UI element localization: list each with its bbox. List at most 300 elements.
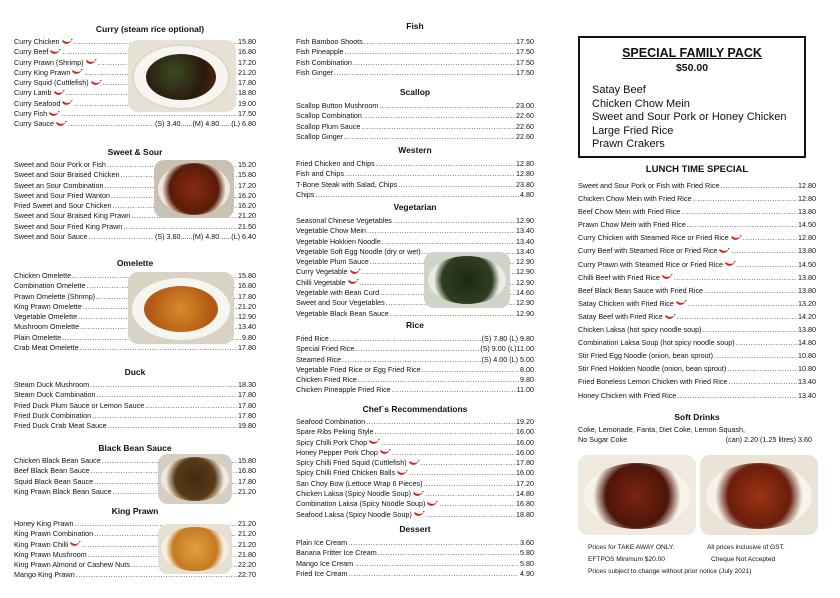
menu-item-price: 21.20 [238,301,256,311]
menu-item-name: Fish Pineapple [296,47,344,57]
leader-dots [392,385,516,395]
menu-item-name: Fried Chicken and Chips [296,159,375,168]
section-title: Soft Drinks [674,412,720,422]
menu-item-price: 12.90 [516,267,534,277]
menu-item-name: Beef Black Bean Sauce with Fried Rice [578,285,704,295]
fish-section [296,21,534,78]
leader-dots [354,559,519,569]
menu-item-price: 15.80 [238,37,256,46]
chili-icon [349,269,361,276]
family-pack-item: Chicken Chow Mein [592,97,690,110]
leader-dots [720,179,797,192]
menu-item-name: Seasonal Chinese Vegetables [296,216,392,225]
menu-item-price: 13.40 [516,246,534,256]
leader-dots [145,401,237,411]
menu-item [14,401,256,411]
chili-icon-wrap [70,68,83,78]
chili-icon-wrap [60,37,73,47]
menu-item-name: Sweet and Sour Braised King Prawn [14,211,131,221]
menu-item [578,362,816,375]
section-title: Sweet & Sour [107,147,163,157]
menu-item-name: Honey Pepper Pork Chop [296,447,378,457]
menu-item-name: Prawn Chow Mein with Fried Rice [578,220,686,230]
menu-item [296,122,534,132]
menu-item-name: Chicken Omelette [14,271,72,280]
chili-icon [408,460,420,467]
leader-dots [353,58,515,68]
leader-dots [688,297,797,310]
menu-item-price: 15.20 [238,160,256,169]
leader-dots [425,489,515,499]
menu-item-name: Chicken Fried Rice [296,375,357,385]
menu-item [578,192,816,205]
chili-icon-wrap [660,271,673,284]
menu-item-price: 12.80 [516,159,534,168]
menu-item [296,375,534,385]
chili-icon [368,439,380,446]
leader-dots [702,323,797,336]
menu-item-price: (S) 7.80 (L) 9.80 [481,334,534,343]
chili-icon-wrap [425,499,438,509]
menu-item-price: 13.80 [798,325,816,335]
menu-item-price: 13.80 [798,246,816,256]
menu-item [14,222,256,232]
leader-dots [422,365,519,375]
menu-item-price: 12.90 [516,216,534,225]
menu-item-price: 17.80 [238,343,256,353]
menu-item-name: Curry Chicken with Steamed Rice or Fried Rice [578,233,729,243]
menu-item [578,271,816,284]
menu-item-name: Beef Chow Mein with Fried Rice [578,207,681,217]
menu-item [296,68,534,78]
menu-item-name: Prawn Omelette (Shrimp) [14,291,96,301]
menu-item [296,559,534,569]
family-pack-title: SPECIAL FAMILY PACK [622,46,762,60]
menu-item-price: 13.80 [798,207,816,217]
menu-item [578,310,816,323]
menu-item [296,159,534,169]
section-title: LUNCH TIME SPECIAL [645,164,749,175]
chili-icon-wrap [60,99,73,109]
menu-item-name: Satay Beef with Fried Rice [578,311,663,321]
leader-dots [731,244,797,257]
menu-item-name: Fish Bamboo Shoots [296,37,363,46]
menu-item-name: King Prawn Combination [14,529,94,539]
menu-item-price: 21.80 [238,549,256,559]
menu-item-name: Vegetable Chow Mein [296,226,366,236]
menu-item-name: Spicy Chilli Fried Squid (Cuttlefish) [296,458,407,468]
menu-item-name: Vegetable Hokkien Noodle [296,236,381,246]
black-bean-dish-photo [158,454,232,504]
menu-item-name: Sweet and Sour Braised Chicken [14,170,120,180]
menu-item [14,411,256,421]
menu-item-price: 16.80 [238,466,256,476]
menu-item-price: (S) 3.40......(M) 4.80......(L) 6.80 [154,119,256,129]
menu-item-name: Sweet an Sour Combination [14,180,104,190]
menu-item-price: 22.20 [238,560,256,570]
menu-item [578,375,816,388]
menu-item-price: 16.00 [516,468,534,478]
menu-item-price: 4.80 [520,189,534,199]
chili-icon-wrap [52,88,65,98]
menu-item-name: Fried Duck Combination [14,410,92,420]
menu-item-price: 8.00 [520,364,534,374]
menu-item-price: 14.50 [798,220,816,230]
leader-dots [108,421,237,431]
leader-dots [355,344,479,354]
menu-item [296,365,534,375]
menu-item-name: Steamed Rice [296,354,342,364]
menu-item-name: T-Bone Steak with Salad, Chips [296,179,398,189]
menu-item [296,190,534,200]
menu-item-name: Chicken Chow Mein with Fried Rice [578,194,692,204]
menu-item-price: 13.40 [798,377,816,387]
menu-item-name: Chilli Vegetable [296,277,346,287]
menu-item-price: 22.60 [516,111,534,121]
menu-item-price: 17.20 [516,478,534,488]
menu-item [578,323,816,336]
menu-item-price: 13.80 [798,285,816,295]
chili-icon-wrap [729,231,742,244]
section-title: Dessert [399,524,431,534]
menu-item-price: 16.00 [516,427,534,437]
menu-item-price: 10.80 [798,364,816,374]
leader-dots [704,284,797,297]
menu-item-name: Fish Combination [296,57,352,67]
section-title: Western [398,145,432,155]
menu-item-price: 12.80 [798,194,816,204]
leader-dots [349,569,519,579]
menu-item [296,111,534,121]
rice-section [296,320,534,396]
menu-item-name: King Prawn Almond or Cashew Nuts [14,560,130,570]
menu-item-name: Curry Beef [14,47,49,57]
leader-dots [727,362,797,375]
menu-item-price: 9.80 [520,375,534,385]
chili-icon [664,314,676,321]
menu-item [578,231,816,244]
chili-icon [48,111,60,118]
menu-item [578,205,816,218]
menu-item [296,538,534,548]
chili-icon [675,300,687,307]
chili-icon [55,121,67,128]
leader-dots [123,222,237,232]
menu-item-name: King Prawn Omelette [14,301,82,311]
menu-item-name: Vegetable Soft Egg Noodle (dry or wet) [296,246,421,256]
section-title: Fish [406,21,424,31]
drinks-dish-photo-right [700,455,818,535]
leader-dots [315,190,519,200]
menu-item [296,169,534,179]
menu-item-name: Spare Ribs Peking Style [296,427,374,437]
section-title: King Prawn [111,506,159,516]
menu-item [578,297,816,310]
section-title: Curry (steam rice optional) [95,24,205,34]
menu-item-name: King Prawn Mushroom [14,549,87,559]
leader-dots [378,548,519,558]
menu-item-name: Mushroom Omelette [14,322,80,332]
chili-icon-wrap [54,119,67,129]
leader-dots [376,159,515,169]
menu-item-name: Honey Chicken with Fried Rice [578,390,677,400]
menu-item-price: 21.20 [238,529,256,539]
menu-item-price: 12.80 [798,181,816,190]
family-pack-item: Sweet and Sour Pork or Honey Chicken [592,111,787,123]
leader-dots [90,380,237,390]
menu-item [14,390,256,400]
menu-item [296,499,534,509]
menu-item-price: 17.20 [238,57,256,67]
menu-item-name: Curry Squid (Cuttlefish) [14,78,89,88]
menu-item-name: Steam Duck Mushroom [14,380,90,389]
menu-item-name: Sweet and Sour Pork or Fish with Fried Rice [578,181,720,190]
menu-item-price: 23.00 [516,101,534,110]
menu-item [14,232,256,242]
menu-item-price: 13.80 [798,272,816,282]
section-title: Duck [124,367,146,377]
menu-item [296,569,534,579]
chili-icon [413,511,425,518]
menu-item-name: Curry Sauce [14,119,54,129]
menu-item [296,309,534,319]
menu-item-name: Mango Ice Cream [296,558,354,568]
chili-icon-wrap [84,58,97,68]
drinks-dish-photo-left [578,455,696,535]
menu-item-name: Curry Lamb [14,88,52,98]
menu-item-name: Stir Fried Hokkien Noodle (onion, bean sprout) [578,364,727,374]
leader-dots [361,122,515,132]
chili-icon-wrap [68,540,81,550]
menu-item-price: 12.90 [238,312,256,322]
menu-item-price: 17.50 [516,67,534,77]
family-pack-item: Satay Beef [592,84,646,96]
leader-dots [92,411,237,421]
chili-icon [85,59,97,66]
chili-icon-wrap [367,438,380,448]
menu-item-price: 4.90 [520,568,534,578]
menu-item-price: 22.60 [516,121,534,131]
menu-item-name: Combination Omelette [14,281,86,291]
chefs-recommendations-section [296,404,534,520]
menu-item-price: (S) 3.60......(M) 4.80......(L) 6.40 [154,232,256,242]
leader-dots [382,237,515,247]
chili-icon-wrap [48,47,61,57]
menu-item-name: Crab Meat Omelette [14,343,79,353]
leader-dots [364,37,515,47]
leader-dots [692,192,797,205]
leader-dots [409,468,515,478]
menu-item-name: Spicy Chilli Pork Chop [296,437,368,447]
menu-item-price: 17.50 [516,57,534,67]
section-title: Chef`s Recommendations [362,404,468,414]
menu-item-name: Vegetable Fried Rice or Egg Fried Rice [296,364,421,374]
menu-item-price: 14.60 [516,288,534,298]
leader-dots [68,119,154,129]
soft-drinks-list: Coke, Lemonade, Fanta, Diet Coke, Lemon Squash, [578,425,746,434]
menu-item-price: (S) 4.00 (L) 5.00 [481,354,534,364]
menu-item-price: 17.80 [238,390,256,400]
menu-item-price: 15.80 [238,271,256,280]
chili-icon-wrap [674,297,687,310]
chili-icon [426,501,438,508]
menu-item [296,226,534,236]
leader-dots [677,310,797,323]
menu-item-price: 16.20 [238,190,256,200]
menu-item-name: Scallop Plum Sauce [296,121,361,131]
chili-icon-wrap [395,468,408,478]
leader-dots [345,47,515,57]
chili-icon [49,49,61,56]
vegetarian-dish-photo [424,252,510,308]
leader-dots [737,258,797,271]
omelette-dish-photo [128,272,234,344]
leader-dots [393,216,515,226]
leader-dots [421,458,515,468]
leader-dots [687,218,797,231]
leader-dots [426,510,515,520]
menu-item-price: 17.80 [238,476,256,486]
menu-item-name: Vegetable Omelette [14,312,78,322]
menu-item-price: 3.60 [520,538,534,547]
menu-item [296,101,534,111]
menu-item [578,389,816,402]
menu-item-price: 21.20 [238,539,256,549]
king-prawn-dish-photo [158,524,232,574]
chili-icon [90,80,102,87]
menu-item [296,37,534,47]
section-title: Black Bean Sauce [98,443,172,453]
chili-icon [347,279,359,286]
lunch-special-section [578,164,816,402]
chili-icon [412,491,424,498]
menu-item-price: 18.80 [516,509,534,519]
menu-item-name: Beef Black Bean Sauce [14,466,90,476]
menu-item-price: 13.40 [516,226,534,236]
menu-item [578,349,816,362]
menu-item-price: 12.90 [516,257,534,267]
chili-icon [53,90,65,97]
sweet-sour-dish-photo [154,160,234,218]
menu-item-name: Curry Vegetable [296,267,348,277]
section-title: Rice [406,320,424,330]
menu-item [296,548,534,558]
menu-item-name: Combination Laksa (Spicy Noodle Soup) [296,499,426,509]
menu-item-price: 12.80 [516,169,534,179]
menu-item-price: 15.80 [238,456,256,465]
leader-dots [344,132,515,142]
menu-item-name: Chips [296,189,315,199]
menu-item-price: 17.80 [238,291,256,301]
section-title: Omelette [116,258,154,268]
menu-item-price: 12.80 [798,233,816,243]
family-pack-price: $50.00 [675,62,709,74]
menu-item-price: 12.90 [516,308,534,318]
menu-item-price: 17.20 [238,180,256,190]
menu-item-name: Curry Chicken [14,37,60,46]
menu-item [296,468,534,478]
menu-item [578,218,816,231]
menu-item [296,344,534,354]
leader-dots [345,169,515,179]
menu-item-price: 17.80 [238,400,256,410]
leader-dots [375,427,515,437]
menu-item-price: 16.80 [238,47,256,57]
menu-item-name: Sweet and Sour Sauce [14,232,88,242]
chili-icon-wrap [47,109,60,119]
chili-icon [396,470,408,477]
menu-item-price: 17.50 [516,47,534,57]
menu-item-price: 16.80 [238,281,256,291]
chili-icon-wrap [89,78,102,88]
menu-item [14,380,256,390]
menu-item-name: Curry Seafood [14,98,61,108]
chili-icon [71,69,83,76]
menu-item-name: Curry Fish [14,109,48,119]
menu-item-price: 14.80 [516,489,534,499]
chili-icon [379,449,391,456]
menu-item [296,489,534,499]
menu-item-name: Special Fried Rice [296,344,355,354]
leader-dots [97,390,238,400]
scallop-section [296,87,534,142]
chili-icon [69,541,81,548]
menu-item [296,47,534,57]
menu-item-name: Sweet and Sour Fried Wanton [14,190,111,200]
leader-dots [390,309,515,319]
menu-item-price: 13.20 [798,298,816,308]
chili-icon-wrap [346,278,359,288]
menu-item [578,336,816,349]
menu-item-price: 23.80 [516,179,534,189]
menu-item-name: Seafood Laksa (Spicy Noodle Soup) [296,509,412,519]
menu-item-price: 15.80 [238,170,256,180]
leader-dots [392,448,515,458]
menu-item-name: Curry Prawn (Shrimp) [14,57,84,67]
chili-icon-wrap [717,244,730,257]
menu-item-price: 9.80 [242,332,256,342]
chili-icon-wrap [723,258,736,271]
menu-item [296,479,534,489]
menu-item [296,417,534,427]
leader-dots [728,375,797,388]
menu-item-name: Fried Sweet and Sour Chicken [14,201,112,211]
menu-item-name: Fish and Chips [296,169,344,179]
leader-dots [80,343,237,353]
menu-item [14,343,256,353]
leader-dots [424,479,515,489]
menu-item-price: 12.90 [516,277,534,287]
leader-dots [743,231,797,244]
menu-item [578,244,816,257]
footer-notice: Prices subject to change without prior notice (July 2021) [588,568,752,575]
menu-item-name: Scallop Ginger [296,131,344,141]
menu-item-price: 17.80 [238,410,256,420]
chili-icon-wrap [407,458,420,468]
leader-dots [366,417,515,427]
chili-icon [661,274,673,281]
menu-item-price: 21.20 [238,486,256,496]
menu-item-name: Chicken Black Bean Sauce [14,456,101,465]
menu-item-price: 16.20 [238,201,256,211]
menu-item [296,510,534,520]
menu-item-price: 5.80 [520,548,534,558]
menu-item-name: Vegetable Black Bean Sauce [296,308,389,318]
menu-item [296,216,534,226]
leader-dots [358,375,519,385]
menu-item [578,179,816,192]
menu-item-price: 17.50 [516,37,534,46]
